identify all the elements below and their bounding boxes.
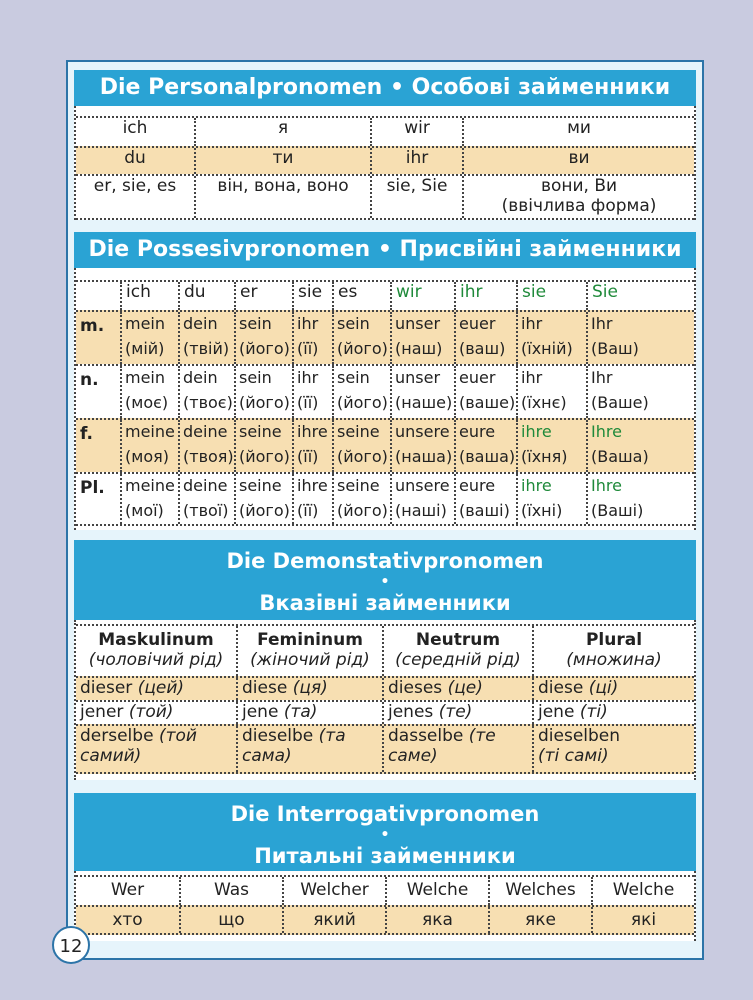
possessive-cell xyxy=(234,312,292,364)
demonstrative-translation: (ця) xyxy=(292,678,328,698)
personal-cell: wir xyxy=(370,118,462,146)
demonstrative-cell xyxy=(76,702,236,724)
possessive-translation: (її) xyxy=(297,447,319,466)
possessive-word: dein xyxy=(183,368,218,387)
possessive-word: mein xyxy=(125,368,166,387)
gender-header-de: Femininum xyxy=(257,630,363,650)
possessive-header: Die Possesivpronomen • Присвійні займенники xyxy=(74,232,696,268)
interrogative-word: Welcher xyxy=(282,877,385,905)
possessive-translation: (наше) xyxy=(395,393,453,412)
possessive-cell xyxy=(332,312,390,364)
personal-cell: він, вона, воно xyxy=(194,176,370,218)
possessive-cell xyxy=(586,312,694,364)
possessive-word: euer xyxy=(459,314,496,333)
possessive-translation: (мої) xyxy=(125,501,164,520)
possessive-word: sein xyxy=(337,368,370,387)
demonstrative-translation: (той) xyxy=(128,702,174,722)
gender-header-de: Neutrum xyxy=(415,630,501,650)
possessive-cell xyxy=(586,420,694,472)
possessive-word: ihr xyxy=(521,314,543,333)
possessive-word: unsere xyxy=(395,476,450,495)
possessive-translation: (його) xyxy=(337,393,388,412)
possessive-cell xyxy=(234,420,292,472)
personal-cell: ihr xyxy=(370,148,462,174)
possessive-translation: (ваш) xyxy=(459,339,506,358)
demonstrative-row xyxy=(76,700,694,724)
demonstrative-cell xyxy=(532,702,694,724)
demonstrative-line xyxy=(388,702,532,722)
possessive-cell xyxy=(292,312,332,364)
demonstrative-translation: (те xyxy=(468,726,496,746)
demonstrative-cell xyxy=(236,726,382,772)
gender-header-ua: (середній рід) xyxy=(395,650,521,670)
possessive-word: unser xyxy=(395,368,441,387)
page-number: 12 xyxy=(52,926,90,964)
possessive-word: sein xyxy=(239,368,272,387)
possessive-row xyxy=(76,364,694,418)
possessive-translation: (моя) xyxy=(125,447,169,466)
possessive-cell xyxy=(332,366,390,418)
demonstrative-cell xyxy=(236,678,382,700)
demonstrative-word: dieser xyxy=(80,678,133,698)
possessive-translation: (його) xyxy=(337,501,388,520)
interrogative-translation: що xyxy=(179,907,282,933)
demonstrative-translation-cont: самий) xyxy=(80,746,142,766)
demonstrative-title-ua: Вказівні займенники xyxy=(259,591,511,615)
possessive-word: Ihr xyxy=(591,368,613,387)
possessive-row xyxy=(76,472,694,526)
possessive-translation: (Ваш) xyxy=(591,339,639,358)
personal-table xyxy=(74,106,696,220)
interrogative-translation: яка xyxy=(385,907,488,933)
possessive-word: ihre xyxy=(521,476,552,495)
interrogative-header xyxy=(74,793,696,871)
demonstrative-title-de: Die Demonstativpronomen xyxy=(226,549,544,573)
demonstrative-translation: (те) xyxy=(438,702,473,722)
demonstrative-translation-cont: (ті самі) xyxy=(538,746,609,766)
possessive-word: Ihr xyxy=(591,314,613,333)
demonstrative-header-row xyxy=(76,624,694,676)
gender-empty-cell xyxy=(76,282,120,310)
possessive-cell xyxy=(586,474,694,524)
demonstrative-translation-cont: саме) xyxy=(388,746,438,766)
possessive-cell xyxy=(454,420,516,472)
possessive-cell xyxy=(516,474,586,524)
demonstrative-line xyxy=(388,726,532,746)
gender-label: f. xyxy=(80,424,93,444)
personal-cell: ви xyxy=(462,148,694,174)
demonstrative-cell xyxy=(532,678,694,700)
gender-header-cell xyxy=(532,626,694,676)
demonstrative-translation: (ті) xyxy=(579,702,608,722)
possessive-translation: (ваші) xyxy=(459,501,510,520)
possessive-translation: (їхнє) xyxy=(521,393,567,412)
possessive-word: dein xyxy=(183,314,218,333)
header-dot: • xyxy=(380,827,390,843)
possessive-cell xyxy=(332,420,390,472)
possessive-cell xyxy=(178,312,234,364)
possessive-word: ihre xyxy=(297,476,328,495)
demonstrative-cell xyxy=(382,726,532,772)
demonstrative-word: dieselbe xyxy=(242,726,314,746)
possessive-translation: (його) xyxy=(337,339,388,358)
possessive-cell xyxy=(178,420,234,472)
pronoun-header-cell: ihr xyxy=(454,282,516,310)
possessive-word: seine xyxy=(337,422,380,441)
interrogative-translation: хто xyxy=(112,910,143,930)
possessive-translation: (мій) xyxy=(125,339,165,358)
pronoun-header-cell: sie xyxy=(516,282,586,310)
personal-cell: я xyxy=(194,118,370,146)
possessive-row xyxy=(76,310,694,364)
possessive-cell xyxy=(454,474,516,524)
pronoun-header-cell: du xyxy=(178,282,234,310)
demonstrative-line xyxy=(242,702,382,722)
pronoun-header-cell: es xyxy=(332,282,390,310)
personal-note: (ввічлива форма) xyxy=(501,196,657,216)
possessive-cell xyxy=(120,312,178,364)
demonstrative-translation: (той xyxy=(158,726,197,746)
demonstrative-line xyxy=(80,726,236,746)
demonstrative-header xyxy=(74,540,696,620)
possessive-word: deine xyxy=(183,422,228,441)
possessive-word: seine xyxy=(239,476,282,495)
interrogative-row-de xyxy=(76,875,694,905)
demonstrative-line xyxy=(538,726,694,746)
demonstrative-line xyxy=(242,726,382,746)
possessive-table xyxy=(74,268,696,530)
personal-cell xyxy=(462,176,694,218)
interrogative-word: Welche xyxy=(591,877,694,905)
demonstrative-cell xyxy=(76,726,236,772)
demonstrative-word: jene xyxy=(242,702,279,722)
possessive-cell xyxy=(454,366,516,418)
possessive-translation: (ваша) xyxy=(459,447,516,466)
personal-row xyxy=(76,174,694,220)
possessive-translation: (Ваші) xyxy=(591,501,644,520)
interrogative-word: Was xyxy=(179,877,282,905)
possessive-word: ihr xyxy=(297,368,319,387)
possessive-word: Ihre xyxy=(591,476,622,495)
demonstrative-word: diese xyxy=(538,678,584,698)
possessive-word: seine xyxy=(239,422,282,441)
possessive-translation: (її) xyxy=(297,339,319,358)
interrogative-word: Welche xyxy=(385,877,488,905)
demonstrative-line xyxy=(388,678,532,698)
possessive-word: deine xyxy=(183,476,228,495)
gender-header-ua: (чоловічий рід) xyxy=(88,650,224,670)
possessive-cell xyxy=(120,420,178,472)
interrogative-row-ua xyxy=(76,905,694,935)
interrogative-word: Welches xyxy=(488,877,591,905)
personal-cell: ми xyxy=(462,118,694,146)
possessive-cell xyxy=(120,474,178,524)
personal-cell: du xyxy=(124,148,146,168)
personal-cell: ich xyxy=(122,118,148,138)
pronoun-header-cell: Sie xyxy=(586,282,694,310)
demonstrative-word: dieselben xyxy=(538,726,621,746)
gender-header-de: Plural xyxy=(585,630,643,650)
possessive-word: meine xyxy=(125,422,175,441)
demonstrative-line xyxy=(80,678,236,698)
possessive-translation: (Ваша) xyxy=(591,447,649,466)
possessive-cell xyxy=(292,366,332,418)
possessive-word: unser xyxy=(395,314,441,333)
possessive-cell xyxy=(390,420,454,472)
gender-label: m. xyxy=(80,316,105,336)
possessive-word: sein xyxy=(239,314,272,333)
possessive-translation: (її) xyxy=(297,393,319,412)
gender-label: n. xyxy=(80,370,99,390)
possessive-cell xyxy=(454,312,516,364)
possessive-cell xyxy=(390,366,454,418)
demonstrative-word: jener xyxy=(80,702,124,722)
possessive-translation: (його) xyxy=(239,501,290,520)
demonstrative-translation: (та xyxy=(318,726,346,746)
possessive-translation: (наші) xyxy=(395,501,447,520)
demonstrative-translation: (ці) xyxy=(588,678,619,698)
possessive-word: mein xyxy=(125,314,166,333)
possessive-cell xyxy=(332,474,390,524)
possessive-translation: (його) xyxy=(239,339,290,358)
possessive-translation: (його) xyxy=(239,393,290,412)
pronoun-header-cell: er xyxy=(234,282,292,310)
possessive-cell xyxy=(390,474,454,524)
gender-header-ua: (жіночий рід) xyxy=(250,650,370,670)
demonstrative-word: dieses xyxy=(388,678,443,698)
demonstrative-cell xyxy=(382,702,532,724)
possessive-row xyxy=(76,418,694,472)
demonstrative-cell xyxy=(76,678,236,700)
possessive-cell xyxy=(292,420,332,472)
possessive-translation: (твоя) xyxy=(183,447,234,466)
demonstrative-line xyxy=(538,678,694,698)
possessive-cell xyxy=(586,366,694,418)
possessive-cell xyxy=(292,474,332,524)
possessive-translation: (твої) xyxy=(183,501,229,520)
personal-cell: er, sie, es xyxy=(93,176,177,196)
possessive-cell xyxy=(516,312,586,364)
possessive-cell xyxy=(234,474,292,524)
possessive-cell xyxy=(390,312,454,364)
interrogative-translation: яке xyxy=(488,907,591,933)
demonstrative-cell xyxy=(236,702,382,724)
interrogative-table xyxy=(74,871,696,941)
personal-row xyxy=(76,146,694,174)
pronoun-header-cell: wir xyxy=(390,282,454,310)
possessive-cell xyxy=(234,366,292,418)
possessive-translation: (їхні) xyxy=(521,501,563,520)
possessive-header-row xyxy=(76,280,694,310)
demonstrative-cell xyxy=(532,726,694,772)
gender-header-cell xyxy=(382,626,532,676)
possessive-word: meine xyxy=(125,476,175,495)
possessive-translation: (моє) xyxy=(125,393,169,412)
personal-row xyxy=(76,116,694,146)
possessive-translation: (наш) xyxy=(395,339,443,358)
gender-header-ua: (множина) xyxy=(566,650,662,670)
demonstrative-translation-cont: сама) xyxy=(242,746,292,766)
possessive-cell xyxy=(516,366,586,418)
demonstrative-word: jene xyxy=(538,702,575,722)
possessive-translation: (їхній) xyxy=(521,339,573,358)
possessive-translation: (твій) xyxy=(183,339,230,358)
possessive-translation: (Ваше) xyxy=(591,393,649,412)
possessive-word: ihre xyxy=(521,422,552,441)
possessive-translation: (ваше) xyxy=(459,393,516,412)
gender-header-de: Maskulinum xyxy=(98,630,214,650)
possessive-translation: (його) xyxy=(337,447,388,466)
possessive-translation: (твоє) xyxy=(183,393,233,412)
possessive-cell xyxy=(120,366,178,418)
possessive-cell xyxy=(178,366,234,418)
demonstrative-row xyxy=(76,724,694,774)
personal-cell: sie, Sie xyxy=(370,176,462,218)
pronoun-header-cell: ich xyxy=(120,282,178,310)
personal-cell: ти xyxy=(194,148,370,174)
interrogative-word: Wer xyxy=(110,880,145,900)
personal-header: Die Personalpronomen • Особові займенники xyxy=(74,70,696,106)
possessive-translation: (наша) xyxy=(395,447,453,466)
possessive-cell xyxy=(178,474,234,524)
possessive-word: ihr xyxy=(521,368,543,387)
gender-label: Pl. xyxy=(80,478,105,498)
demonstrative-word: diese xyxy=(242,678,288,698)
gender-header-cell xyxy=(76,626,236,676)
demonstrative-row xyxy=(76,676,694,700)
possessive-translation: (її) xyxy=(297,501,319,520)
possessive-translation: (їхня) xyxy=(521,447,568,466)
possessive-word: eure xyxy=(459,422,496,441)
demonstrative-word: derselbe xyxy=(80,726,154,746)
demonstrative-line xyxy=(538,702,694,722)
personal-cell-text: вони, Ви xyxy=(540,176,618,196)
possessive-word: unsere xyxy=(395,422,450,441)
possessive-word: ihre xyxy=(297,422,328,441)
demonstrative-line xyxy=(242,678,382,698)
demonstrative-line xyxy=(80,702,236,722)
demonstrative-table xyxy=(74,620,696,780)
demonstrative-translation: (цей) xyxy=(137,678,185,698)
gender-header-cell xyxy=(236,626,382,676)
demonstrative-word: jenes xyxy=(388,702,434,722)
possessive-cell xyxy=(516,420,586,472)
possessive-word: euer xyxy=(459,368,496,387)
interrogative-translation: який xyxy=(282,907,385,933)
pronoun-header-cell: sie xyxy=(292,282,332,310)
interrogative-title-de: Die Interrogativpronomen xyxy=(230,802,540,826)
header-dot: • xyxy=(380,574,390,590)
possessive-translation: (його) xyxy=(239,447,290,466)
demonstrative-translation: (це) xyxy=(447,678,483,698)
possessive-word: seine xyxy=(337,476,380,495)
demonstrative-cell xyxy=(382,678,532,700)
possessive-word: sein xyxy=(337,314,370,333)
possessive-word: ihr xyxy=(297,314,319,333)
demonstrative-translation: (та) xyxy=(283,702,318,722)
interrogative-title-ua: Питальні займенники xyxy=(254,844,516,868)
interrogative-translation: які xyxy=(591,907,694,933)
possessive-word: eure xyxy=(459,476,496,495)
possessive-word: Ihre xyxy=(591,422,622,441)
demonstrative-word: dasselbe xyxy=(388,726,464,746)
